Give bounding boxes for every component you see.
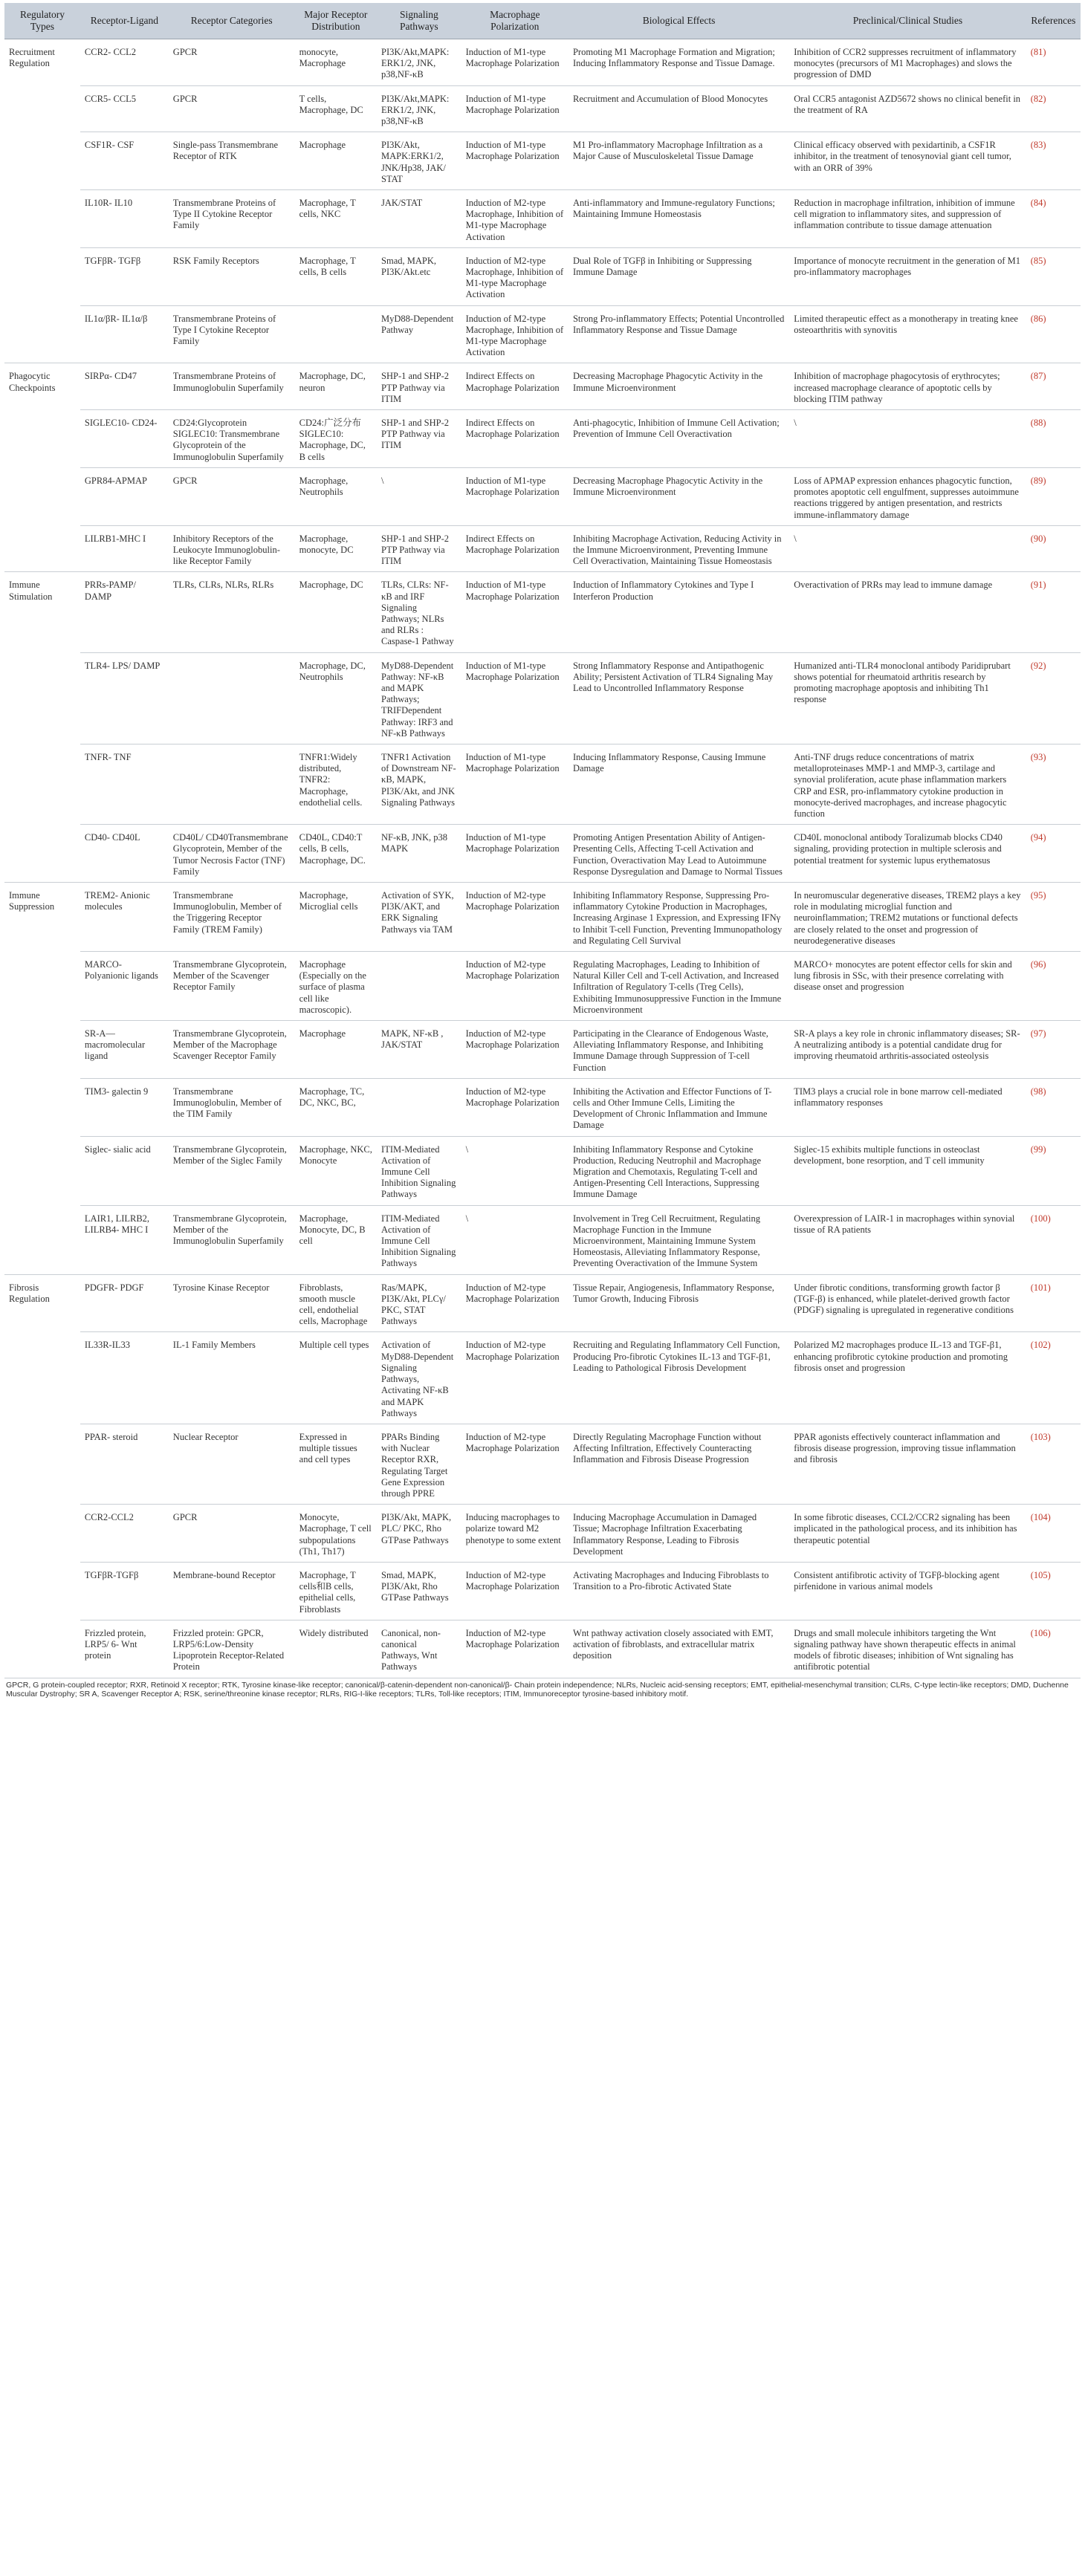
biological-effects-cell: Recruitment and Accumulation of Blood Monocytes	[569, 85, 789, 132]
clinical-studies-cell: \	[789, 410, 1026, 468]
signaling-pathways-cell: MyD88-Dependent Pathway	[377, 305, 461, 363]
signaling-pathways-cell: NF-κB, JNK, p38 MAPK	[377, 825, 461, 883]
reference-link[interactable]: (90)	[1026, 525, 1081, 572]
reference-link[interactable]: (93)	[1026, 744, 1081, 824]
clinical-studies-cell: In neuromuscular degenerative diseases, TREM2 plays a key role in modulating microglial function and neuroinflammation; TREM2 mutations or functional defects are closely related to the onset and progression of neurodegenerative diseases	[789, 882, 1026, 951]
receptor-category-cell: TLRs, CLRs, NLRs, RLRs	[169, 572, 295, 652]
macrophage-polarization-cell: Induction of M2-type Macrophage, Inhibition of M1-type Macrophage Activation	[461, 305, 569, 363]
reference-link[interactable]: (85)	[1026, 247, 1081, 305]
clinical-studies-cell: SR-A plays a key role in chronic inflammatory diseases; SR-A neutralizing antibody is a potential candidate drug for improving rheumatoid arthritis-associated osteolysis	[789, 1021, 1026, 1079]
biological-effects-cell: Inducing Inflammatory Response, Causing Immune Damage	[569, 744, 789, 824]
reference-link[interactable]: (105)	[1026, 1562, 1081, 1620]
macrophage-polarization-cell: Induction of M1-type Macrophage Polarization	[461, 652, 569, 744]
macrophage-polarization-cell: \	[461, 1136, 569, 1205]
signaling-pathways-cell: PI3K/Akt, MAPK, PLC/ PKC, Rho GTPase Pathways	[377, 1505, 461, 1563]
receptor-distribution-cell	[295, 305, 377, 363]
clinical-studies-cell: Reduction in macrophage infiltration, inhibition of immune cell migration to inflammatory sites, and suppression of inflammation contribute to tissue damage attenuation	[789, 190, 1026, 248]
biological-effects-cell: Directly Regulating Macrophage Function without Affecting Infiltration, Effectively Counteracting Inflammation and Fibrosis Disease Progression	[569, 1424, 789, 1504]
table-row	[4, 1424, 1081, 1504]
clinical-studies-cell: Overexpression of LAIR-1 in macrophages within synovial tissue of RA patients	[789, 1205, 1026, 1274]
receptor-ligand-cell: PDGFR- PDGF	[80, 1274, 169, 1332]
signaling-pathways-cell: Ras/MAPK, PI3K/Akt, PLCγ/ PKC, STAT Pathways	[377, 1274, 461, 1332]
clinical-studies-cell: Siglec-15 exhibits multiple functions in osteoclast development, bone resorption, and T cell immunity	[789, 1136, 1026, 1205]
clinical-studies-cell: TIM3 plays a crucial role in bone marrow cell-mediated inflammatory responses	[789, 1078, 1026, 1136]
signaling-pathways-cell: \	[377, 467, 461, 525]
receptor-ligand-cell: Frizzled protein, LRP5/ 6- Wnt protein	[80, 1620, 169, 1678]
receptor-category-cell: CD24:Glycoprotein SIGLEC10: Transmembrane Glycoprotein of the Immunoglobulin Superfamily	[169, 410, 295, 468]
regulatory-type-cell	[4, 744, 80, 824]
regulatory-type-cell: Recruitment Regulation	[9, 47, 55, 69]
receptor-category-cell: Transmembrane Proteins of Type I Cytokine Receptor Family	[169, 305, 295, 363]
table-row	[4, 467, 1081, 525]
biological-effects-cell: Induction of Inflammatory Cytokines and Type I Interferon Production	[569, 572, 789, 652]
receptor-ligand-cell: LAIR1, LILRB2, LILRB4- MHC I	[80, 1205, 169, 1274]
receptor-distribution-cell: Macrophage, NKC, Monocyte	[295, 1136, 377, 1205]
table-row	[4, 247, 1081, 305]
biological-effects-cell: Inhibiting Macrophage Activation, Reducing Activity in the Immune Microenvironment, Preventing Immune Cell Overactivation, Maintaining Tissue Homeostasis	[569, 525, 789, 572]
biological-effects-cell: Wnt pathway activation closely associated with EMT, activation of fibroblasts, and extracellular matrix deposition	[569, 1620, 789, 1678]
receptor-distribution-cell: Macrophage, T cells和B cells, epithelial cells, Fibroblasts	[295, 1562, 377, 1620]
reference-link[interactable]: (103)	[1026, 1424, 1081, 1504]
receptor-ligand-cell: SIGLEC10- CD24-	[80, 410, 169, 468]
clinical-studies-cell: Drugs and small molecule inhibitors targeting the Wnt signaling pathway have shown therapeutic effects in animal models of fibrotic diseases; inhibition of Wnt signaling has antifibrotic potential	[789, 1620, 1026, 1678]
header-signaling-pathways: Signaling Pathways	[377, 3, 461, 39]
regulatory-type-cell: Fibrosis Regulation	[9, 1282, 50, 1304]
table-row	[4, 1274, 1081, 1332]
receptor-distribution-cell: Multiple cell types	[295, 1332, 377, 1424]
receptor-distribution-cell: Macrophage	[295, 1021, 377, 1079]
header-receptor-ligand: Receptor-Ligand	[80, 3, 169, 39]
clinical-studies-cell: \	[789, 525, 1026, 572]
table-row	[4, 363, 1081, 410]
receptor-category-cell: GPCR	[169, 467, 295, 525]
clinical-studies-cell: Under fibrotic conditions, transforming growth factor β (TGF-β) is enhanced, while platelet-derived growth factor (PDGF) signaling is upregulated in regenerative conditions	[789, 1274, 1026, 1332]
receptor-category-cell	[169, 652, 295, 744]
signaling-pathways-cell: PI3K/Akt, MAPK:ERK1/2, JNK/Hp38, JAK/ STAT	[377, 132, 461, 190]
table-row	[4, 525, 1081, 572]
regulatory-type-cell	[4, 132, 80, 190]
reference-link[interactable]: (84)	[1026, 190, 1081, 248]
reference-link[interactable]: (83)	[1026, 132, 1081, 190]
receptor-ligand-cell: SIRPα- CD47	[80, 363, 169, 410]
clinical-studies-cell: CD40L monoclonal antibody Toralizumab blocks CD40 signaling, providing protection in multiple sclerosis and potential treatment for systemic lupus erythematosus	[789, 825, 1026, 883]
regulatory-type-cell	[4, 85, 80, 132]
biological-effects-cell: Strong Inflammatory Response and Antipathogenic Ability; Persistent Activation of TLR4 Signaling May Lead to Uncontrolled Inflammatory Response	[569, 652, 789, 744]
receptor-distribution-cell: TNFR1:Widely distributed, TNFR2: Macrophage, endothelial cells.	[295, 744, 377, 824]
reference-link[interactable]: (94)	[1026, 825, 1081, 883]
signaling-pathways-cell	[377, 1078, 461, 1136]
receptor-category-cell: GPCR	[169, 39, 295, 86]
receptor-category-cell: Frizzled protein: GPCR, LRP5/6:Low-Density Lipoprotein Receptor-Related Protein	[169, 1620, 295, 1678]
regulatory-type-cell	[4, 1505, 80, 1563]
regulatory-type-cell	[4, 1205, 80, 1274]
receptor-category-cell: Transmembrane Glycoprotein, Member of the Siglec Family	[169, 1136, 295, 1205]
macrophage-polarization-cell: Induction of M1-type Macrophage Polarization	[461, 467, 569, 525]
signaling-pathways-cell: PI3K/Akt,MAPK: ERK1/2, JNK, p38,NF-κB	[377, 39, 461, 86]
table-row	[4, 952, 1081, 1021]
regulatory-type-cell	[4, 410, 80, 468]
signaling-pathways-cell: SHP-1 and SHP-2 PTP Pathway via ITIM	[377, 525, 461, 572]
receptor-ligand-cell: TIM3- galectin 9	[80, 1078, 169, 1136]
receptor-ligand-cell: PRRs-PAMP/ DAMP	[80, 572, 169, 652]
receptor-ligand-cell: SR-A— macromolecular ligand	[80, 1021, 169, 1079]
receptor-category-cell: Nuclear Receptor	[169, 1424, 295, 1504]
header-major-receptor-distribution: Major Receptor Distribution	[295, 3, 377, 39]
macrophage-polarization-cell: Induction of M2-type Macrophage Polarization	[461, 1424, 569, 1504]
macrophage-polarization-cell: Indirect Effects on Macrophage Polarization	[461, 410, 569, 468]
macrophage-polarization-cell: Induction of M1-type Macrophage Polarization	[461, 572, 569, 652]
macrophage-polarization-cell: Induction of M1-type Macrophage Polarization	[461, 39, 569, 86]
clinical-studies-cell: Importance of monocyte recruitment in the generation of M1 pro-inflammatory macrophages	[789, 247, 1026, 305]
clinical-studies-cell: Limited therapeutic effect as a monotherapy in treating knee osteoarthritis with synovitis	[789, 305, 1026, 363]
biological-effects-cell: Anti-inflammatory and Immune-regulatory Functions; Maintaining Immune Homeostasis	[569, 190, 789, 248]
biological-effects-cell: M1 Pro-inflammatory Macrophage Infiltration as a Major Cause of Musculoskeletal Tissue Damage	[569, 132, 789, 190]
receptor-distribution-cell: Fibroblasts, smooth muscle cell, endothelial cells, Macrophage	[295, 1274, 377, 1332]
receptor-category-cell: Transmembrane Proteins of Type II Cytokine Receptor Family	[169, 190, 295, 248]
regulatory-type-cell	[4, 305, 80, 363]
regulatory-type-cell	[4, 190, 80, 248]
clinical-studies-cell: Inhibition of macrophage phagocytosis of erythrocytes; increased macrophage clearance of apoptotic cells by blocking ITIM pathway	[789, 363, 1026, 410]
reference-link[interactable]: (96)	[1026, 952, 1081, 1021]
macrophage-polarization-cell: Inducing macrophages to polarize toward M2 phenotype to some extent	[461, 1505, 569, 1563]
biological-effects-cell: Anti-phagocytic, Inhibition of Immune Cell Activation; Prevention of Immune Cell Overactivation	[569, 410, 789, 468]
receptor-category-cell: Single-pass Transmembrane Receptor of RTK	[169, 132, 295, 190]
receptor-ligand-cell: CSF1R- CSF	[80, 132, 169, 190]
receptor-distribution-cell: monocyte, Macrophage	[295, 39, 377, 86]
receptor-ligand-table	[4, 3, 1081, 1678]
reference-link[interactable]: (87)	[1026, 363, 1081, 410]
table-row	[4, 1562, 1081, 1620]
biological-effects-cell: Dual Role of TGFβ in Inhibiting or Suppressing Immune Damage	[569, 247, 789, 305]
biological-effects-cell: Regulating Macrophages, Leading to Inhibition of Natural Killer Cell and T-cell Activation, and Increased Infiltration of Regulatory T-cells (Treg Cells), Exhibiting Immunosuppressive Function in the Immune Microenvironment	[569, 952, 789, 1021]
table-footnote: GPCR, G protein-coupled receptor; RXR, Retinoid X receptor; RTK, Tyrosine kinase-like receptor; canonical/β-catenin-dependent non-canonical/β- Chain protein independence; NLRs, Nucleic acid-sensing receptors; EMT, epithelial-mesenchymal transition; CLRs, C-type lectin-like receptors; DMD, Duchenne Muscular Dystrophy; SR A, Scavenger Receptor A; RSK, serine/threonine kinase receptor; RLRs, RIG-I-like receptors; TLRs, Toll-like receptors; ITIM, Immunoreceptor tyrosine-based inhibitory motif.	[6, 1680, 1069, 1699]
signaling-pathways-cell: PPARs Binding with Nuclear Receptor RXR, Regulating Target Gene Expression through PPRE	[377, 1424, 461, 1504]
regulatory-type-cell	[4, 1332, 80, 1424]
signaling-pathways-cell: JAK/STAT	[377, 190, 461, 248]
reference-link[interactable]: (88)	[1026, 410, 1081, 468]
table-row	[4, 1205, 1081, 1274]
macrophage-polarization-cell: \	[461, 1205, 569, 1274]
biological-effects-cell: Activating Macrophages and Inducing Fibroblasts to Transition to a Pro-fibrotic Activated State	[569, 1562, 789, 1620]
table-row	[4, 410, 1081, 468]
reference-link[interactable]: (99)	[1026, 1136, 1081, 1205]
regulatory-type-cell	[4, 1620, 80, 1678]
clinical-studies-cell: Clinical efficacy observed with pexidartinib, a CSF1R inhibitor, in the treatment of tenosynovial giant cell tumor, with an ORR of 39%	[789, 132, 1026, 190]
table-row	[4, 85, 1081, 132]
receptor-category-cell: Transmembrane Glycoprotein, Member of the Macrophage Scavenger Receptor Family	[169, 1021, 295, 1079]
biological-effects-cell: Inducing Macrophage Accumulation in Damaged Tissue; Macrophage Infiltration Exacerbating Inflammatory Response, Leading to Fibrosis Development	[569, 1505, 789, 1563]
clinical-studies-cell: Loss of APMAP expression enhances phagocytic function, promotes apoptotic cell engulfment, suppresses autoimmune reactions triggered by antigen presentation, and restricts immune-inflammatory damage	[789, 467, 1026, 525]
receptor-category-cell: Transmembrane Glycoprotein, Member of the Immunoglobulin Superfamily	[169, 1205, 295, 1274]
receptor-distribution-cell: Macrophage, T cells, B cells	[295, 247, 377, 305]
regulatory-type-cell	[4, 1078, 80, 1136]
table-row	[4, 1505, 1081, 1563]
receptor-ligand-cell: LILRB1-MHC I	[80, 525, 169, 572]
receptor-ligand-cell: TGFβR- TGFβ	[80, 247, 169, 305]
header-regulatory-types: Regulatory Types	[4, 3, 80, 39]
table-row	[4, 744, 1081, 824]
signaling-pathways-cell: MAPK, NF-κB , JAK/STAT	[377, 1021, 461, 1079]
regulatory-type-cell	[4, 825, 80, 883]
signaling-pathways-cell: Canonical, non-canonical Pathways, Wnt Pathways	[377, 1620, 461, 1678]
clinical-studies-cell: Humanized anti-TLR4 monoclonal antibody Paridiprubart shows potential for rheumatoid arthritis research by promoting macrophage apoptosis and inhibiting Th1 response	[789, 652, 1026, 744]
macrophage-polarization-cell: Induction of M2-type Macrophage Polarization	[461, 952, 569, 1021]
regulatory-type-cell	[4, 952, 80, 1021]
macrophage-polarization-cell: Induction of M2-type Macrophage Polarization	[461, 1274, 569, 1332]
receptor-distribution-cell: Macrophage, Microglial cells	[295, 882, 377, 951]
table-row	[4, 305, 1081, 363]
macrophage-polarization-cell: Induction of M2-type Macrophage Polarization	[461, 1562, 569, 1620]
reference-link[interactable]: (104)	[1026, 1505, 1081, 1563]
header-receptor-categories: Receptor Categories	[169, 3, 295, 39]
signaling-pathways-cell: Activation of MyD88-Dependent Signaling Pathways, Activating NF-κB and MAPK Pathways	[377, 1332, 461, 1424]
reference-link[interactable]: (82)	[1026, 85, 1081, 132]
signaling-pathways-cell: Smad, MAPK, PI3K/Akt, Rho GTPase Pathways	[377, 1562, 461, 1620]
receptor-category-cell: Transmembrane Immunoglobulin, Member of the Triggering Receptor Family (TREM Family)	[169, 882, 295, 951]
clinical-studies-cell: Overactivation of PRRs may lead to immune damage	[789, 572, 1026, 652]
signaling-pathways-cell: PI3K/Akt,MAPK: ERK1/2, JNK, p38,NF-κB	[377, 85, 461, 132]
receptor-ligand-cell: TREM2- Anionic molecules	[80, 882, 169, 951]
macrophage-polarization-cell: Induction of M2-type Macrophage Polarization	[461, 1078, 569, 1136]
receptor-distribution-cell: Macrophage, Neutrophils	[295, 467, 377, 525]
receptor-category-cell: Transmembrane Glycoprotein, Member of the Scavenger Receptor Family	[169, 952, 295, 1021]
receptor-category-cell: Inhibitory Receptors of the Leukocyte Immunoglobulin-like Receptor Family	[169, 525, 295, 572]
signaling-pathways-cell: Smad, MAPK, PI3K/Akt.etc	[377, 247, 461, 305]
header-biological-effects: Biological Effects	[569, 3, 789, 39]
biological-effects-cell: Involvement in Treg Cell Recruitment, Regulating Macrophage Function in the Immune Microenvironment, Maintaining Immune System Homeostasis, Alleviating Inflammatory Response, Preventing Overactivation of the Immune System	[569, 1205, 789, 1274]
reference-link[interactable]: (95)	[1026, 882, 1081, 951]
receptor-ligand-cell: CCR5- CCL5	[80, 85, 169, 132]
receptor-category-cell: GPCR	[169, 85, 295, 132]
table-row	[4, 572, 1081, 652]
receptor-distribution-cell: Macrophage, T cells, NKC	[295, 190, 377, 248]
clinical-studies-cell: MARCO+ monocytes are potent effector cells for skin and lung fibrosis in SSc, with their presence correlating with disease onset and progression	[789, 952, 1026, 1021]
receptor-ligand-cell: GPR84-APMAP	[80, 467, 169, 525]
biological-effects-cell: Tissue Repair, Angiogenesis, Inflammatory Response, Tumor Growth, Inducing Fibrosis	[569, 1274, 789, 1332]
signaling-pathways-cell: TNFR1 Activation of Downstream NF-κB, MAPK, PI3K/Akt, and JNK Signaling Pathways	[377, 744, 461, 824]
header-preclinical-clinical-studies: Preclinical/Clinical Studies	[789, 3, 1026, 39]
receptor-ligand-cell: IL10R- IL10	[80, 190, 169, 248]
regulatory-type-cell: Immune Suppression	[9, 889, 55, 912]
clinical-studies-cell: Oral CCR5 antagonist AZD5672 shows no clinical benefit in the treatment of RA	[789, 85, 1026, 132]
clinical-studies-cell: Consistent antifibrotic activity of TGFβ-blocking agent pirfenidone in various animal models	[789, 1562, 1026, 1620]
table-row	[4, 1136, 1081, 1205]
header-references: References	[1026, 3, 1081, 39]
table-row	[4, 652, 1081, 744]
macrophage-polarization-cell: Induction of M2-type Macrophage, Inhibition of M1-type Macrophage Activation	[461, 247, 569, 305]
macrophage-polarization-cell: Indirect Effects on Macrophage Polarization	[461, 363, 569, 410]
signaling-pathways-cell: Activation of SYK, PI3K/AKT, and ERK Signaling Pathways via TAM	[377, 882, 461, 951]
signaling-pathways-cell: ITIM-Mediated Activation of Immune Cell Inhibition Signaling Pathways	[377, 1136, 461, 1205]
receptor-distribution-cell: T cells, Macrophage, DC	[295, 85, 377, 132]
clinical-studies-cell: Anti-TNF drugs reduce concentrations of matrix metalloproteinases MMP-1 and MMP-3, cartilage and synovial proliferation, acute phase inflammation markers CRP and ESR, pro-inflammatory cytokine production in monocyte-derived macrophages, and increase phagocytic function	[789, 744, 1026, 824]
macrophage-polarization-cell: Induction of M2-type Macrophage Polarization	[461, 1332, 569, 1424]
reference-link[interactable]: (81)	[1026, 39, 1081, 86]
macrophage-polarization-cell: Induction of M1-type Macrophage Polarization	[461, 132, 569, 190]
regulatory-type-cell	[4, 1021, 80, 1079]
biological-effects-cell: Participating in the Clearance of Endogenous Waste, Alleviating Inflammatory Response, and Inhibiting Immune Damage through Suppression of T-cell Function	[569, 1021, 789, 1079]
receptor-ligand-cell: Siglec- sialic acid	[80, 1136, 169, 1205]
macrophage-polarization-cell: Induction of M1-type Macrophage Polarization	[461, 85, 569, 132]
table-row	[4, 882, 1081, 951]
receptor-distribution-cell: CD24:广泛分布 SIGLEC10: Macrophage, DC, B cells	[295, 410, 377, 468]
macrophage-polarization-cell: Indirect Effects on Macrophage Polarization	[461, 525, 569, 572]
biological-effects-cell: Strong Pro-inflammatory Effects; Potential Uncontrolled Inflammatory Response and Tissue Damage	[569, 305, 789, 363]
reference-link[interactable]: (86)	[1026, 305, 1081, 363]
receptor-distribution-cell: Macrophage, DC, neuron	[295, 363, 377, 410]
receptor-distribution-cell: Macrophage, TC, DC, NKC, BC,	[295, 1078, 377, 1136]
receptor-distribution-cell: Widely distributed	[295, 1620, 377, 1678]
receptor-category-cell: Transmembrane Proteins of Immunoglobulin Superfamily	[169, 363, 295, 410]
receptor-ligand-cell: MARCO- Polyanionic ligands	[80, 952, 169, 1021]
receptor-category-cell: Membrane-bound Receptor	[169, 1562, 295, 1620]
receptor-ligand-cell: IL33R-IL33	[80, 1332, 169, 1424]
receptor-category-cell: RSK Family Receptors	[169, 247, 295, 305]
reference-link[interactable]: (106)	[1026, 1620, 1081, 1678]
biological-effects-cell: Decreasing Macrophage Phagocytic Activity in the Immune Microenvironment	[569, 467, 789, 525]
receptor-category-cell: CD40L/ CD40Transmembrane Glycoprotein, Member of the Tumor Necrosis Factor (TNF) Family	[169, 825, 295, 883]
signaling-pathways-cell: ITIM-Mediated Activation of Immune Cell Inhibition Signaling Pathways	[377, 1205, 461, 1274]
clinical-studies-cell: Polarized M2 macrophages produce IL-13 and TGF-β1, enhancing profibrotic cytokine production and promoting fibrosis onset and progression	[789, 1332, 1026, 1424]
header-macrophage-polarization: Macrophage Polarization	[461, 3, 569, 39]
receptor-distribution-cell: Macrophage, DC, Neutrophils	[295, 652, 377, 744]
biological-effects-cell: Recruiting and Regulating Inflammatory Cell Function, Producing Pro-fibrotic Cytokines IL-13 and TGF-β1, Leading to Pathological Fibrosis Development	[569, 1332, 789, 1424]
biological-effects-cell: Decreasing Macrophage Phagocytic Activity in the Immune Microenvironment	[569, 363, 789, 410]
reference-link[interactable]: (102)	[1026, 1332, 1081, 1424]
regulatory-type-cell: Phagocytic Checkpoints	[9, 371, 56, 393]
macrophage-polarization-cell: Induction of M1-type Macrophage Polarization	[461, 825, 569, 883]
regulatory-type-cell	[4, 1136, 80, 1205]
biological-effects-cell: Promoting M1 Macrophage Formation and Migration; Inducing Inflammatory Response and Tissue Damage.	[569, 39, 789, 86]
receptor-category-cell	[169, 744, 295, 824]
signaling-pathways-cell	[377, 952, 461, 1021]
table-row	[4, 825, 1081, 883]
macrophage-polarization-cell: Induction of M2-type Macrophage, Inhibition of M1-type Macrophage Activation	[461, 190, 569, 248]
receptor-ligand-cell: IL1α/βR- IL1α/β	[80, 305, 169, 363]
regulatory-type-cell	[4, 1562, 80, 1620]
reference-link[interactable]: (91)	[1026, 572, 1081, 652]
macrophage-polarization-cell: Induction of M2-type Macrophage Polarization	[461, 1021, 569, 1079]
signaling-pathways-cell: MyD88-Dependent Pathway: NF-κB and MAPK Pathways; TRIFDependent Pathway: IRF3 and NF-κB Pathways	[377, 652, 461, 744]
regulatory-type-cell: Immune Stimulation	[9, 580, 53, 602]
biological-effects-cell: Promoting Antigen Presentation Ability of Antigen-Presenting Cells, Affecting T-cell Activation and Function, Overactivation May Lead to Autoimmune Response Dysregulation and Damage to Normal Tissues	[569, 825, 789, 883]
macrophage-polarization-cell: Induction of M2-type Macrophage Polarization	[461, 882, 569, 951]
signaling-pathways-cell: SHP-1 and SHP-2 PTP Pathway via ITIM	[377, 410, 461, 468]
biological-effects-cell: Inhibiting the Activation and Effector Functions of T-cells and Other Immune Cells, Limiting the Development of Chronic Inflammation and Immune Damage	[569, 1078, 789, 1136]
receptor-category-cell: GPCR	[169, 1505, 295, 1563]
regulatory-type-cell	[4, 525, 80, 572]
reference-link[interactable]: (92)	[1026, 652, 1081, 744]
table-row	[4, 1021, 1081, 1079]
reference-link[interactable]: (100)	[1026, 1205, 1081, 1274]
receptor-ligand-cell: CD40- CD40L	[80, 825, 169, 883]
receptor-ligand-cell: TLR4- LPS/ DAMP	[80, 652, 169, 744]
table-row	[4, 190, 1081, 248]
regulatory-type-cell	[4, 652, 80, 744]
receptor-distribution-cell: Macrophage, monocyte, DC	[295, 525, 377, 572]
receptor-ligand-cell: CCR2- CCL2	[80, 39, 169, 86]
receptor-ligand-cell: CCR2-CCL2	[80, 1505, 169, 1563]
receptor-distribution-cell: Macrophage (Especially on the surface of plasma cell like macroscopic).	[295, 952, 377, 1021]
clinical-studies-cell: In some fibrotic diseases, CCL2/CCR2 signaling has been implicated in the pathological process, and its inhibition has therapeutic potential	[789, 1505, 1026, 1563]
table-row	[4, 1078, 1081, 1136]
receptor-category-cell: Transmembrane Immunoglobulin, Member of the TIM Family	[169, 1078, 295, 1136]
regulatory-type-cell	[4, 247, 80, 305]
regulatory-type-cell	[4, 467, 80, 525]
receptor-distribution-cell: Monocyte, Macrophage, T cell subpopulations (Th1, Th17)	[295, 1505, 377, 1563]
receptor-distribution-cell: CD40L, CD40:T cells, B cells, Macrophage, DC.	[295, 825, 377, 883]
reference-link[interactable]: (101)	[1026, 1274, 1081, 1332]
reference-link[interactable]: (97)	[1026, 1021, 1081, 1079]
signaling-pathways-cell: TLRs, CLRs: NF-κB and IRF Signaling Pathways; NLRs and RLRs : Caspase-1 Pathway	[377, 572, 461, 652]
signaling-pathways-cell: SHP-1 and SHP-2 PTP Pathway via ITIM	[377, 363, 461, 410]
receptor-distribution-cell: Macrophage, DC	[295, 572, 377, 652]
table-row	[4, 1620, 1081, 1678]
table-row	[4, 39, 1081, 86]
table-row	[4, 132, 1081, 190]
clinical-studies-cell: Inhibition of CCR2 suppresses recruitment of inflammatory monocytes (precursors of M1 Macrophages) and slows the progression of DMD	[789, 39, 1026, 86]
receptor-ligand-cell: TNFR- TNF	[80, 744, 169, 824]
biological-effects-cell: Inhibiting Inflammatory Response, Suppressing Pro-inflammatory Cytokine Production in Macrophages, Increasing Arginase 1 Expression, and Expressing IFNγ to Inhibit T-cell Function, Preventing Immunopathology and Regulating Cell Survival	[569, 882, 789, 951]
receptor-ligand-cell: TGFβR-TGFβ	[80, 1562, 169, 1620]
receptor-distribution-cell: Macrophage, Monocyte, DC, B cell	[295, 1205, 377, 1274]
receptor-distribution-cell: Macrophage	[295, 132, 377, 190]
clinical-studies-cell: PPAR agonists effectively counteract inflammation and fibrosis disease progression, improving tissue inflammation and fibrosis	[789, 1424, 1026, 1504]
table-body	[4, 39, 1081, 1678]
regulatory-type-cell	[4, 1424, 80, 1504]
reference-link[interactable]: (89)	[1026, 467, 1081, 525]
receptor-ligand-cell: PPAR- steroid	[80, 1424, 169, 1504]
biological-effects-cell: Inhibiting Inflammatory Response and Cytokine Production, Reducing Neutrophil and Macrophage Migration and Chemotaxis, Regulating T-cell and Antigen-Presenting Cell Interactions, Suppressing Immune Damage	[569, 1136, 789, 1205]
macrophage-polarization-cell: Induction of M2-type Macrophage Polarization	[461, 1620, 569, 1678]
table-header	[4, 3, 1081, 39]
table-row	[4, 1332, 1081, 1424]
receptor-distribution-cell: Expressed in multiple tissues and cell types	[295, 1424, 377, 1504]
receptor-category-cell: Tyrosine Kinase Receptor	[169, 1274, 295, 1332]
receptor-category-cell: IL-1 Family Members	[169, 1332, 295, 1424]
macrophage-polarization-cell: Induction of M1-type Macrophage Polarization	[461, 744, 569, 824]
reference-link[interactable]: (98)	[1026, 1078, 1081, 1136]
